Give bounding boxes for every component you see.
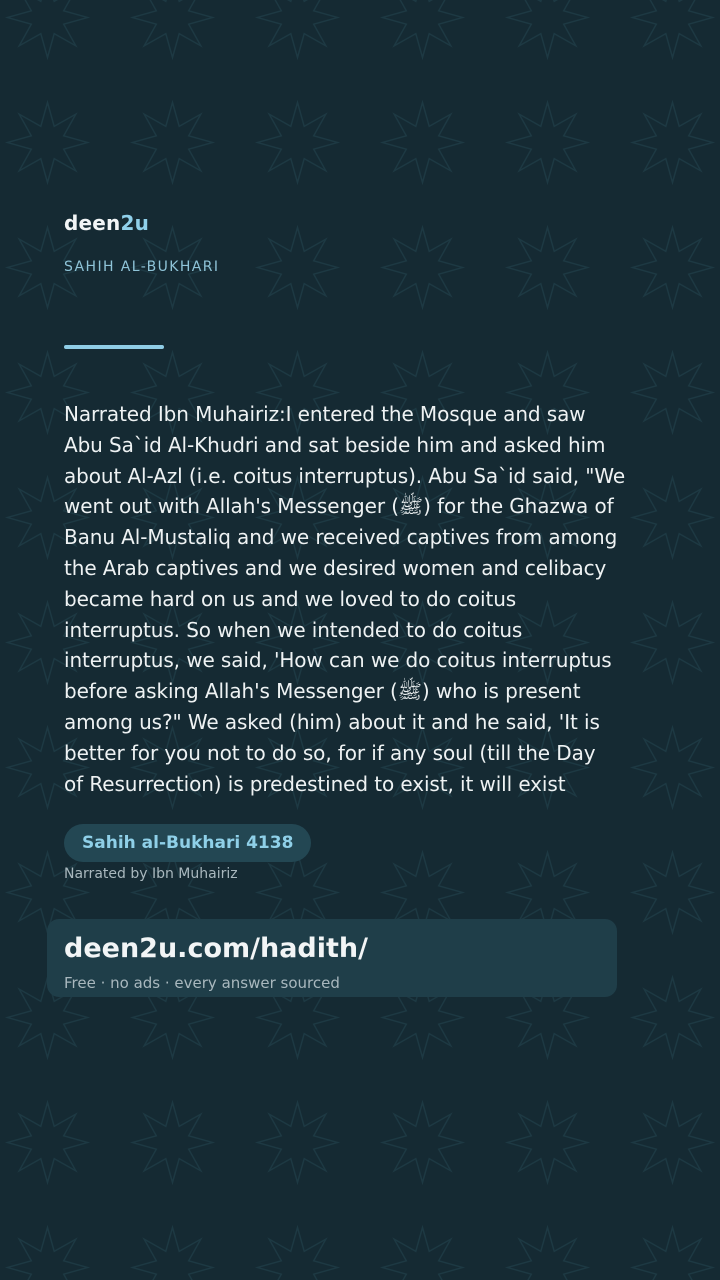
brand-name-prefix: deen	[64, 211, 121, 235]
accent-divider	[64, 345, 164, 349]
site-url-link[interactable]: deen2u.com/hadith/	[64, 933, 369, 964]
site-tagline: Free · no ads · every answer sourced	[64, 974, 340, 992]
site-link-card[interactable]	[47, 919, 617, 997]
brand-logo	[64, 211, 149, 235]
hadith-text: Narrated Ibn Muhairiz:I entered the Mosque and saw Abu Sa`id Al-Khudri and sat beside him and asked him about Al-Azl (i.e. coitus interruptus). Abu Sa`id said, "We went out with Allah's Messenger (ﷺ) for the Ghazwa of Banu Al-Mustaliq and we received captives from among the Arab captives and we desired women and celibacy became hard on us and we loved to do coitus interruptus. So when we intended to do coitus interruptus, we said, 'How can we do coitus interruptus before asking Allah's Messenger (ﷺ) who is present among us?" We asked (him) about it and he said, 'It is better for you not to do so, for if any soul (till the Day of Resurrection) is predestined to exist, it will exist	[64, 402, 626, 796]
brand-name-accent: 2u	[120, 211, 150, 235]
reference-badge: Sahih al-Bukhari 4138	[64, 824, 311, 862]
narrator-credit: Narrated by Ibn Muhairiz	[64, 866, 238, 882]
collection-label: SAHIH AL-BUKHARI	[64, 259, 220, 275]
